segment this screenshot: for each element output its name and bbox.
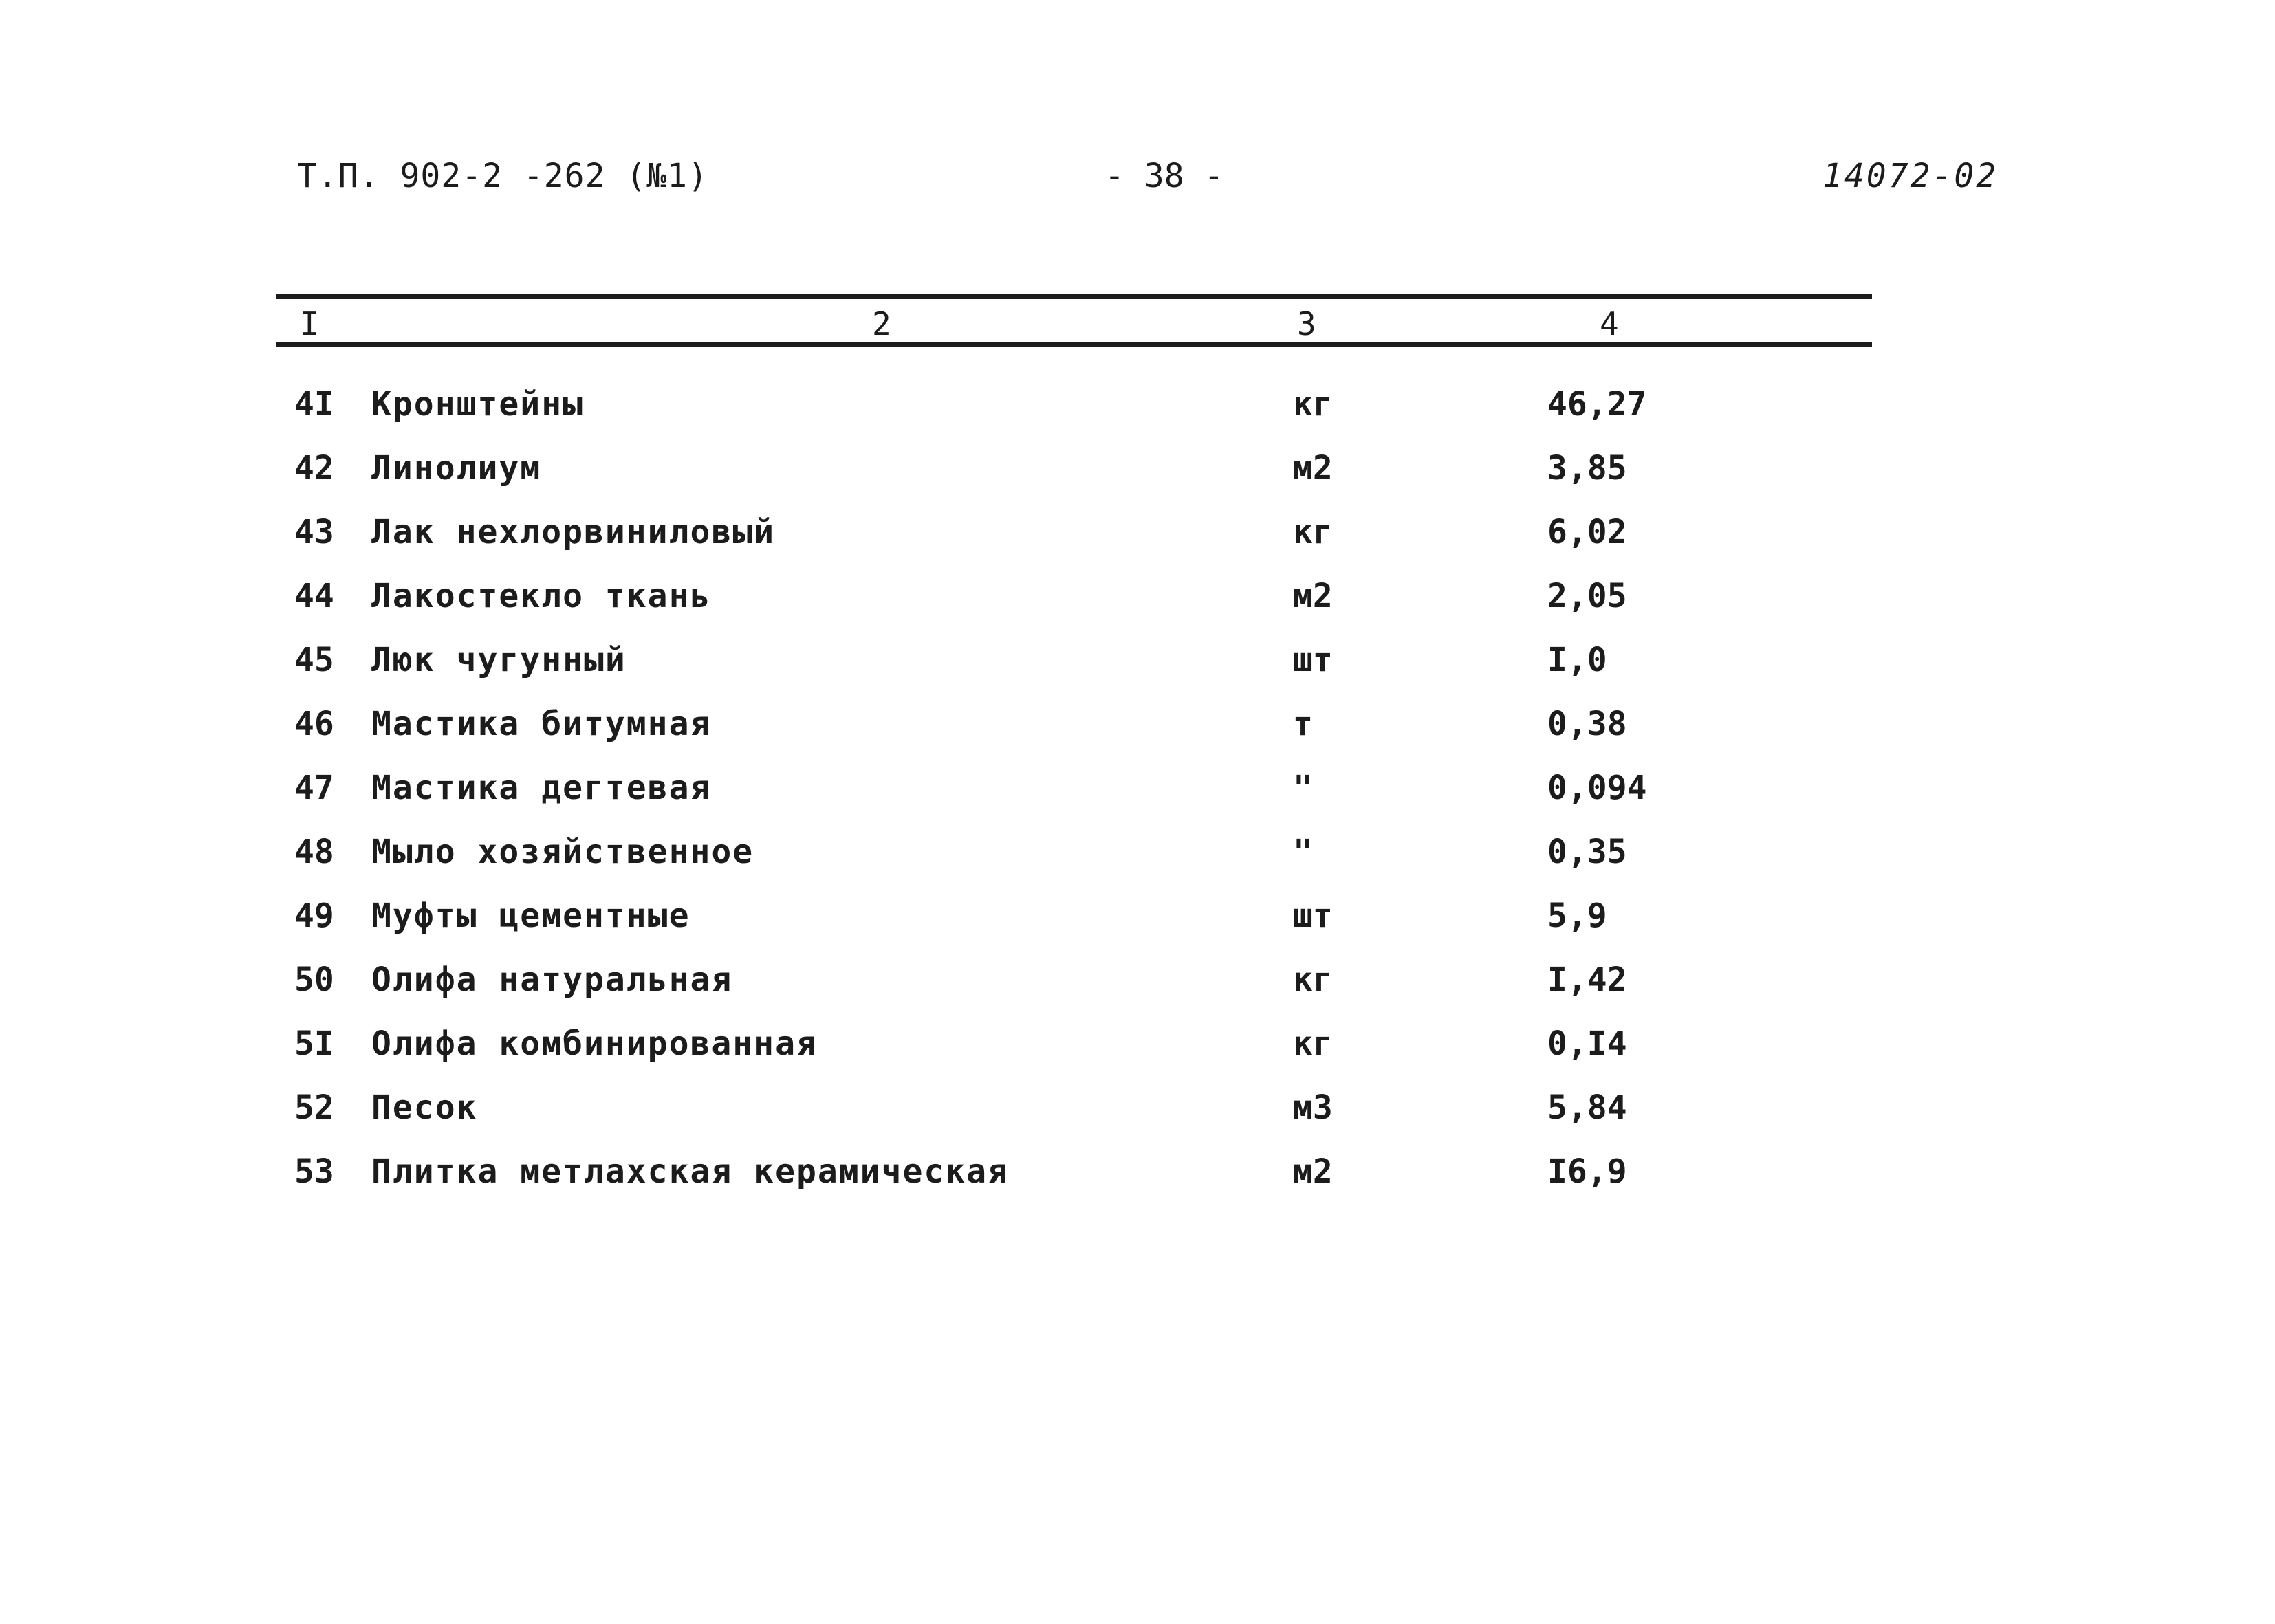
table-row — [0, 449, 2275, 504]
quantity: I,42 — [1547, 961, 1627, 999]
table-row — [0, 769, 2275, 824]
row-number: 53 — [294, 1152, 334, 1191]
table-row — [0, 385, 2275, 440]
quantity: 0,094 — [1547, 769, 1647, 807]
quantity: 0,35 — [1547, 833, 1627, 871]
quantity: 0,38 — [1547, 705, 1627, 743]
unit: кг — [1293, 385, 1333, 424]
column-header-1: I — [300, 305, 319, 342]
unit: кг — [1293, 513, 1333, 551]
quantity: 5,84 — [1547, 1088, 1627, 1127]
material-name: Мыло хозяйственное — [371, 833, 754, 871]
material-name: Олифа натуральная — [371, 961, 733, 999]
material-name: Линолиум — [371, 449, 542, 487]
unit: кг — [1293, 961, 1333, 999]
material-name: Кронштейны — [371, 385, 584, 424]
material-name: Песок — [371, 1088, 478, 1127]
material-name: Мастика дегтевая — [371, 769, 712, 807]
table-row — [0, 513, 2275, 568]
unit: кг — [1293, 1024, 1333, 1063]
quantity: 5,9 — [1547, 897, 1607, 935]
row-number: 44 — [294, 577, 334, 615]
column-header-3: 3 — [1297, 305, 1316, 342]
row-number: 50 — [294, 961, 334, 999]
table-top-rule — [276, 294, 1872, 299]
archive-number: 14072-02 — [1822, 157, 1999, 195]
unit: м2 — [1293, 449, 1333, 487]
table-row — [0, 897, 2275, 952]
quantity: 0,I4 — [1547, 1024, 1627, 1063]
row-number: 5I — [294, 1024, 334, 1063]
row-number: 48 — [294, 833, 334, 871]
table-row — [0, 961, 2275, 1016]
table-header-rule — [276, 342, 1872, 347]
table-row — [0, 705, 2275, 760]
unit: " — [1293, 833, 1313, 871]
table-row — [0, 1152, 2275, 1207]
quantity: I6,9 — [1547, 1152, 1627, 1191]
quantity: I,0 — [1547, 641, 1607, 679]
unit: м3 — [1293, 1088, 1333, 1127]
column-header-2: 2 — [872, 305, 891, 342]
row-number: 46 — [294, 705, 334, 743]
quantity: 3,85 — [1547, 449, 1627, 487]
unit: т — [1293, 705, 1313, 743]
material-name: Лак нехлорвиниловый — [371, 513, 776, 551]
row-number: 52 — [294, 1088, 334, 1127]
quantity: 2,05 — [1547, 577, 1627, 615]
table-row — [0, 1088, 2275, 1143]
table-row — [0, 641, 2275, 696]
material-name: Лакостекло ткань — [371, 577, 712, 615]
page-number: - 38 - — [1104, 157, 1224, 195]
quantity: 6,02 — [1547, 513, 1627, 551]
row-number: 4I — [294, 385, 334, 424]
row-number: 49 — [294, 897, 334, 935]
quantity: 46,27 — [1547, 385, 1647, 424]
unit: м2 — [1293, 577, 1333, 615]
material-name: Плитка метлахская керамическая — [371, 1152, 1009, 1191]
material-name: Мастика битумная — [371, 705, 712, 743]
unit: шт — [1293, 641, 1333, 679]
unit: " — [1293, 769, 1313, 807]
row-number: 43 — [294, 513, 334, 551]
row-number: 45 — [294, 641, 334, 679]
unit: м2 — [1293, 1152, 1333, 1191]
document-code: Т.П. 902-2 -262 (№1) — [297, 157, 708, 195]
table-row — [0, 1024, 2275, 1079]
unit: шт — [1293, 897, 1333, 935]
row-number: 47 — [294, 769, 334, 807]
row-number: 42 — [294, 449, 334, 487]
material-name: Люк чугунный — [371, 641, 627, 679]
table-row — [0, 833, 2275, 888]
table-row — [0, 577, 2275, 632]
material-name: Олифа комбинированная — [371, 1024, 818, 1063]
column-header-4: 4 — [1600, 305, 1619, 342]
material-name: Муфты цементные — [371, 897, 690, 935]
